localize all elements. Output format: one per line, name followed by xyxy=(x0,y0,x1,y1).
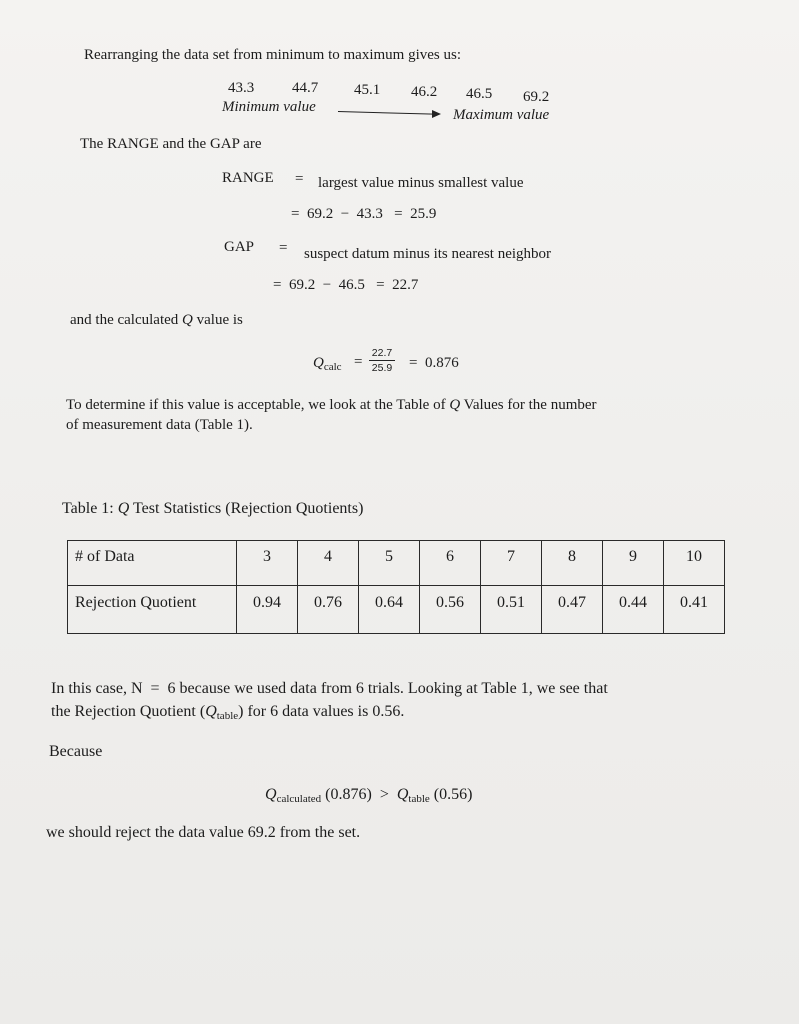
table-header-cell: Rejection Quotient xyxy=(68,586,237,634)
table-header-cell: # of Data xyxy=(68,541,237,586)
range-gap-intro: The RANGE and the GAP are xyxy=(80,136,262,152)
table-cell: 10 xyxy=(664,541,725,586)
data-value-5: 46.5 xyxy=(466,86,493,102)
determine-line-1: To determine if this value is acceptable, we look at the Table of Q Values for the number xyxy=(66,397,597,413)
qcalc-denominator: 25.9 xyxy=(371,362,393,374)
gap-label: GAP xyxy=(224,239,255,255)
case-line-1: In this case, N = 6 because we used data from 6 trials. Looking at Table 1, we see that xyxy=(51,680,608,697)
case-line-2: the Rejection Quotient $(Q_{table})$ for 6 data values is 0.56. xyxy=(51,703,405,722)
table-row xyxy=(68,541,725,586)
table-cell: 0.51 xyxy=(481,586,542,634)
table-cell: 0.94 xyxy=(237,586,298,634)
data-value-6: 69.2 xyxy=(523,89,550,105)
table-cell: 5 xyxy=(359,541,420,586)
gap-eq: = xyxy=(279,240,288,256)
data-value-3: 45.1 xyxy=(354,82,381,98)
table-cell: 4 xyxy=(298,541,359,586)
q-intro: and the calculated Q value is xyxy=(70,312,243,328)
table-cell: 0.56 xyxy=(420,586,481,634)
max-label: Maximum value xyxy=(453,107,550,123)
range-calculation: = 69.2 − 43.3 = 25.9 xyxy=(291,206,437,222)
table-cell: 8 xyxy=(542,541,603,586)
table-cell: 0.64 xyxy=(359,586,420,634)
fraction-bar xyxy=(369,360,395,361)
range-label: RANGE xyxy=(222,170,274,186)
data-value-2: 44.7 xyxy=(292,80,319,96)
table-cell: 9 xyxy=(603,541,664,586)
gap-calculation: = 69.2 − 46.5 = 22.7 xyxy=(273,277,419,293)
intro-text: Rearranging the data set from minimum to maximum gives us: xyxy=(84,47,462,63)
determine-line-2: of measurement data (Table 1). xyxy=(66,417,253,433)
min-label: Minimum value xyxy=(222,99,316,115)
qcalc-eq: = xyxy=(354,354,363,370)
gap-definition: suspect datum minus its nearest neighbor xyxy=(304,246,552,262)
qcalc-symbol: $Q_{calc}$ xyxy=(313,355,342,373)
qcalc-numerator: 22.7 xyxy=(371,347,393,359)
data-value-1: 43.3 xyxy=(228,80,255,96)
table-cell: 0.47 xyxy=(542,586,603,634)
table-caption: Table 1: Q Test Statistics (Rejection Quotients) xyxy=(62,500,364,517)
table-cell: 0.44 xyxy=(603,586,664,634)
table-cell: 7 xyxy=(481,541,542,586)
arrow-line xyxy=(338,111,434,115)
table-cell: 0.76 xyxy=(298,586,359,634)
table-cell: 6 xyxy=(420,541,481,586)
q-values-table xyxy=(67,540,725,634)
qcalc-result: = 0.876 xyxy=(409,355,459,371)
because-text: Because xyxy=(49,743,103,760)
table-row xyxy=(68,586,725,634)
qcalc-fraction xyxy=(369,347,395,374)
conclusion-text: we should reject the data value 69.2 from the set. xyxy=(46,824,361,841)
data-value-4: 46.2 xyxy=(411,84,438,100)
comparison: $Q_{calculated}$ $(0.876) > Q_{table}$ (0.56) xyxy=(265,786,473,805)
range-eq: = xyxy=(295,171,304,187)
table-cell: 3 xyxy=(237,541,298,586)
arrow-head-icon xyxy=(432,110,441,118)
range-definition: largest value minus smallest value xyxy=(318,175,524,191)
table-cell: 0.41 xyxy=(664,586,725,634)
